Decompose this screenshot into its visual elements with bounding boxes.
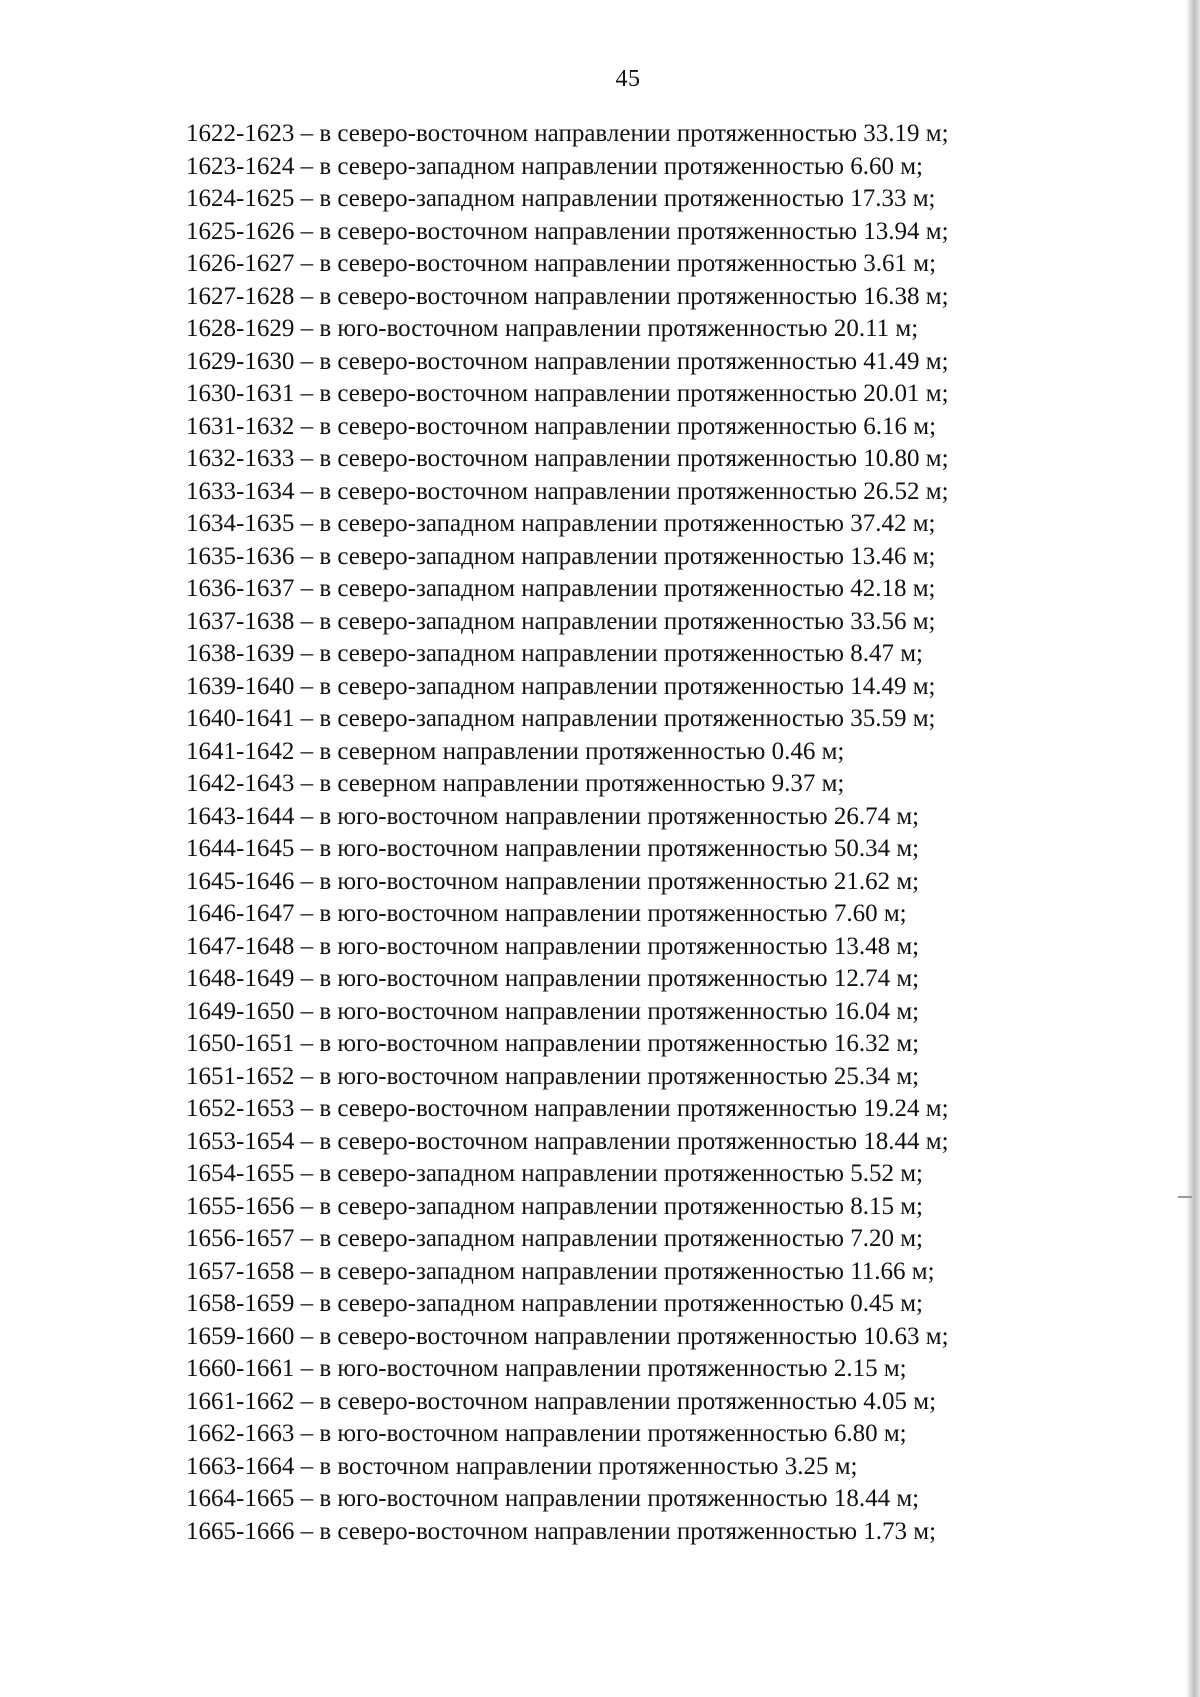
segment-line: 1634-1635 – в северо-западном направлении протяженностью 37.42 м; [186, 510, 936, 537]
segment-line: 1642-1643 – в северном направлении протяженностью 9.37 м; [186, 770, 845, 797]
segment-line: 1662-1663 – в юго-восточном направлении протяженностью 6.80 м; [186, 1420, 907, 1447]
segment-line: 1663-1664 – в восточном направлении протяженностью 3.25 м; [186, 1452, 858, 1480]
segment-line: 1626-1627 – в северо-восточном направлении протяженностью 3.61 м; [186, 250, 937, 277]
segment-line: 1633-1634 – в северо-восточном направлении протяженностью 26.52 м; [186, 477, 949, 505]
segment-line: 1630-1631 – в северо-восточном направлении протяженностью 20.01 м; [186, 380, 949, 407]
segment-line: 1651-1652 – в юго-восточном направлении протяженностью 25.34 м; [186, 1062, 920, 1090]
segment-line: 1646-1647 – в юго-восточном направлении протяженностью 7.60 м; [186, 900, 907, 927]
segment-line: 1658-1659 – в северо-западном направлении протяженностью 0.45 м; [186, 1290, 923, 1317]
segment-line: 1639-1640 – в северо-западном направлении протяженностью 14.49 м; [186, 672, 936, 700]
segment-line: 1641-1642 – в северном направлении протяженностью 0.46 м; [186, 737, 845, 765]
segment-line: 1647-1648 – в юго-восточном направлении протяженностью 13.48 м; [186, 932, 920, 960]
segment-line: 1659-1660 – в северо-восточном направлении протяженностью 10.63 м; [186, 1322, 949, 1350]
segment-line: 1650-1651 – в юго-восточном направлении протяженностью 16.32 м; [186, 1030, 920, 1057]
scan-edge-mark [1178, 1196, 1192, 1198]
segment-line: 1655-1656 – в северо-западном направлении протяженностью 8.15 м; [186, 1192, 923, 1220]
segment-line: 1637-1638 – в северо-западном направлении протяженностью 33.56 м; [186, 607, 936, 635]
segment-line: 1654-1655 – в северо-западном направлении протяженностью 5.52 м; [186, 1160, 923, 1187]
segment-line: 1664-1665 – в юго-восточном направлении протяженностью 18.44 м; [186, 1485, 920, 1512]
segment-line: 1636-1637 – в северо-западном направлении протяженностью 42.18 м; [186, 575, 936, 602]
page-number: 45 [615, 66, 641, 92]
scan-edge-shadow [1186, 0, 1200, 1697]
segment-line: 1660-1661 – в юго-восточном направлении протяженностью 2.15 м; [186, 1355, 907, 1382]
segment-line: 1631-1632 – в северо-восточном направлении протяженностью 6.16 м; [186, 412, 937, 440]
segment-line: 1665-1666 – в северо-восточном направлении протяженностью 1.73 м; [186, 1517, 937, 1545]
segment-line: 1644-1645 – в юго-восточном направлении протяженностью 50.34 м; [186, 835, 920, 862]
segment-line: 1643-1644 – в юго-восточном направлении протяженностью 26.74 м; [186, 802, 920, 830]
segment-line: 1657-1658 – в северо-западном направлении протяженностью 11.66 м; [186, 1257, 935, 1285]
segment-line: 1635-1636 – в северо-западном направлении протяженностью 13.46 м; [186, 542, 936, 570]
segment-line: 1653-1654 – в северо-восточном направлении протяженностью 18.44 м; [186, 1127, 949, 1155]
segment-line: 1625-1626 – в северо-восточном направлении протяженностью 13.94 м; [186, 217, 949, 245]
segment-line: 1649-1650 – в юго-восточном направлении протяженностью 16.04 м; [186, 997, 920, 1025]
segment-line: 1648-1649 – в юго-восточном направлении протяженностью 12.74 м; [186, 965, 920, 992]
segment-line: 1624-1625 – в северо-западном направлении протяженностью 17.33 м; [186, 185, 936, 212]
segment-line: 1661-1662 – в северо-восточном направлении протяженностью 4.05 м; [186, 1387, 937, 1415]
boundary-segment-list [186, 118, 1086, 1548]
segment-line: 1623-1624 – в северо-западном направлении протяженностью 6.60 м; [186, 152, 923, 180]
segment-line: 1622-1623 – в северо-восточном направлении протяженностью 33.19 м; [186, 120, 949, 147]
segment-line: 1628-1629 – в юго-восточном направлении протяженностью 20.11 м; [186, 315, 919, 342]
segment-line: 1638-1639 – в северо-западном направлении протяженностью 8.47 м; [186, 640, 923, 667]
segment-line: 1629-1630 – в северо-восточном направлении протяженностью 41.49 м; [186, 347, 949, 375]
segment-line: 1656-1657 – в северо-западном направлении протяженностью 7.20 м; [186, 1225, 923, 1252]
segment-line: 1652-1653 – в северо-восточном направлении протяженностью 19.24 м; [186, 1095, 949, 1122]
segment-line: 1640-1641 – в северо-западном направлении протяженностью 35.59 м; [186, 705, 936, 732]
segment-line: 1627-1628 – в северо-восточном направлении протяженностью 16.38 м; [186, 282, 949, 310]
segment-line: 1645-1646 – в юго-восточном направлении протяженностью 21.62 м; [186, 867, 920, 895]
segment-line: 1632-1633 – в северо-восточном направлении протяженностью 10.80 м; [186, 445, 949, 472]
